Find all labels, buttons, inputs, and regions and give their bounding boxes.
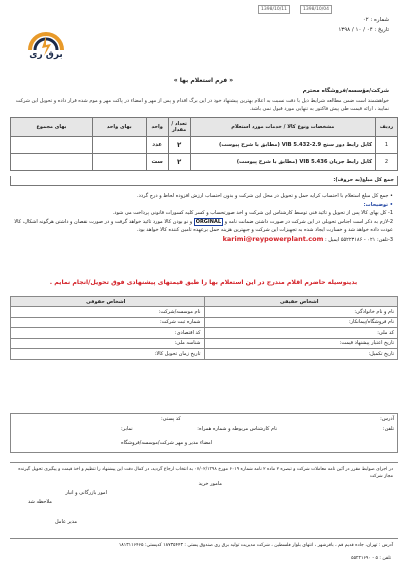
- row-index: 1: [376, 137, 398, 154]
- items-table: [10, 117, 398, 171]
- col-header-unit: واحد: [146, 118, 168, 137]
- row-unit: ست: [146, 154, 168, 171]
- commitment-statement: بدینوسیله حاضرم اقلام مندرج در این استعلام بها را طبق قیمتهای پیشنهادی فوق تحویل/انجام نمایم .: [49, 279, 358, 286]
- row-unit: عدد: [146, 137, 168, 154]
- col-header-qty: تعداد / مقدار: [168, 118, 190, 137]
- company-name: برق ری: [29, 50, 63, 60]
- note-item-2-end: و نو بودن کالا مورد تائید خواهد گرفت و در صورت نقصان و داشتن هرگونه اشکال، کالا عودت داده خواهد شد و خسارت ایجاد شده به تجهیزات این شرکت و جبهترین هزینه حمل برعهده تامین کننده کالا خواهد بود.: [14, 218, 393, 234]
- col-header-unit-price: بهای واحد: [92, 118, 146, 137]
- info-row: [11, 338, 398, 349]
- date-stamp-received: [258, 5, 290, 14]
- form-number: شماره : ۰۲: [362, 17, 389, 23]
- field-company-name[interactable]: نام موسسه/شرکت:: [11, 307, 205, 318]
- approval-text: در اجرای ضوابط مقرر در آئین نامه معاملات شرکت و تبصره ۲ ماده ۲ نامه شماره ۶۰۱۹ مورخ ۰۷/۰۲/۱۳۹۸ به انتخاب ارجاع گردید، در کمال دقت این پیشنهاد را تنظیم و اخذ قیمت و پیگیری تحویل گیرنده مجاز شرکت: [18, 467, 393, 479]
- col-header-index: ردیف: [376, 118, 398, 137]
- signature-field[interactable]: امضاء مدیر و مهر شرکت/موسسه/فروشگاه: [121, 440, 213, 446]
- col-real-persons: اشخاص حقیقی: [204, 297, 398, 307]
- phone-value: ۰۲۱ - ۵۵۲۲۳۱۸۶: [340, 236, 376, 243]
- email-link[interactable]: karimi@reypowerplant.com: [222, 234, 324, 243]
- field-registration-number[interactable]: شماره ثبت شرکت:: [11, 317, 205, 328]
- email-label: ایمیل :: [324, 236, 340, 243]
- row-qty: ۲: [168, 154, 190, 171]
- ceo-label: مدیر عامل: [54, 519, 77, 525]
- expert-field[interactable]: نام کارشناس مربوطه و شماره همراه:: [197, 426, 277, 432]
- divider: [10, 538, 398, 539]
- info-row: [11, 349, 398, 360]
- col-header-description: مشخصات ونوع کالا / خدمات مورد استعلام: [190, 118, 375, 137]
- field-national-code[interactable]: کد ملی:: [204, 328, 398, 339]
- note-item-1: 1- کل بهای کالا پس از تحویل و تائید فنی توسط کارشناس این شرکت و اخذ صورتحساب و کسر کلیه کسورات قانونی پرداخت می شود.: [112, 210, 393, 217]
- info-row: [11, 328, 398, 339]
- field-national-id[interactable]: شناسه ملی:: [11, 338, 205, 349]
- original-badge: ORGINAL: [195, 218, 222, 225]
- col-legal-entities: اشخاص حقوقی: [11, 297, 205, 307]
- total-in-words-label: جمع کل مبلغ(به حروف):: [333, 177, 394, 183]
- row-qty: ۲: [168, 137, 190, 154]
- row-unit-price[interactable]: [92, 137, 146, 154]
- table-header-row: [11, 118, 398, 137]
- table-row: [11, 154, 398, 171]
- notes-heading: • توضیحات:: [363, 201, 393, 208]
- commerce-dept-label: امور بازرگانی و انبار: [65, 490, 107, 496]
- stamp-date-text: 1398/10/11: [261, 7, 287, 12]
- total-in-words-row[interactable]: [10, 176, 398, 186]
- addressee: شرکت/مؤسسه/فروشگاه محترم: [302, 88, 389, 94]
- intro-text: خواهشمند است ضمن مطالعه شرایط ذیل با دقت نسبت به اعلام بهترین پیشنهاد خود در این برگ اقدام و پس از مهر و امضاء در پاکت مهر و موم شده قرار داده و تحویل این شرکت نمایید ، ارائه قیمت طی پیش فاکتور به تنهایی مورد قبول نمی باشد.: [15, 98, 389, 112]
- field-delivery-date[interactable]: تاریخ زمان تحویل کالا:: [11, 349, 205, 360]
- row-total[interactable]: [11, 137, 93, 154]
- row-index: 2: [376, 154, 398, 171]
- info-header-row: [11, 297, 398, 307]
- notes-section: [14, 192, 393, 245]
- field-full-name[interactable]: نام و نام خانوادگی:: [204, 307, 398, 318]
- field-economic-code[interactable]: کد اقتصادی:: [11, 328, 205, 339]
- info-row: [11, 317, 398, 328]
- phone-label: 3-تلفن:: [376, 236, 393, 243]
- address-field[interactable]: آدرس:: [380, 416, 394, 422]
- stamp-date-text: 1398/10/04: [303, 7, 329, 12]
- row-total[interactable]: [11, 154, 93, 171]
- remark-label: ملاحظه شد: [28, 499, 52, 505]
- contact-box: [10, 413, 398, 453]
- note-shipping: • جمع کل مبلغ استعلام با احتساب کرایه حمل و تحویل در محل این شرکت و بدون احتساب ارزش افزوده لحاظ و درج گردد.: [137, 193, 393, 199]
- phone-field[interactable]: تلفن:: [382, 426, 394, 432]
- fax-field[interactable]: نمابر:: [121, 426, 133, 432]
- row-description: کابل رابط دور سنج VIB 5.432-2.9 (مطابق با شرح پیوست): [190, 137, 375, 154]
- field-completion-date[interactable]: تاریخ تکمیل:: [204, 349, 398, 360]
- note-item-2-start: 2-لازم به ذکر است اجناس تحویلی در این شرکت در صورت داشتن ضمانت نامه و: [224, 218, 393, 225]
- field-offer-validity[interactable]: تاریخ اعتبار پیشنهاد قیمت:: [204, 338, 398, 349]
- form-title: « فرم استعلام بها »: [173, 77, 234, 84]
- footer-address: آدرس : تهران، جاده قدیم قم ، باقرشهر ، انتهای بلوار فلسطین ، شرکت مدیریت تولید برق ری صندوق پستی : ۱۸۷۳۵۴۴۳ کدپستی: ۱۸۱۳۱۱۶۴۶۵: [118, 543, 393, 548]
- purchase-officer-label: مامور خرید: [198, 481, 222, 487]
- note-item-3: [14, 235, 393, 245]
- info-row: [11, 307, 398, 318]
- row-description: کابل رابط جریان VIB 5.436 (مطابق با شرح پیوست): [190, 154, 375, 171]
- field-shop-name[interactable]: نام فروشگاه/پیمانکار:: [204, 317, 398, 328]
- date-stamp-sent: [300, 5, 332, 14]
- note-item-2: [14, 218, 393, 235]
- footer-phone: تلفن : ۵ - ۵۵۲۲۱۶۹۰: [351, 556, 391, 561]
- divider: [10, 462, 398, 463]
- table-row: [11, 137, 398, 154]
- col-header-total: بهای مجموع: [11, 118, 93, 137]
- postal-code-field[interactable]: کد پستی:: [161, 416, 181, 422]
- row-unit-price[interactable]: [92, 154, 146, 171]
- supplier-info-table: [10, 296, 398, 360]
- form-date: تاریخ : ۰۴ / ۱۰ / ۱۳۹۸: [338, 27, 389, 33]
